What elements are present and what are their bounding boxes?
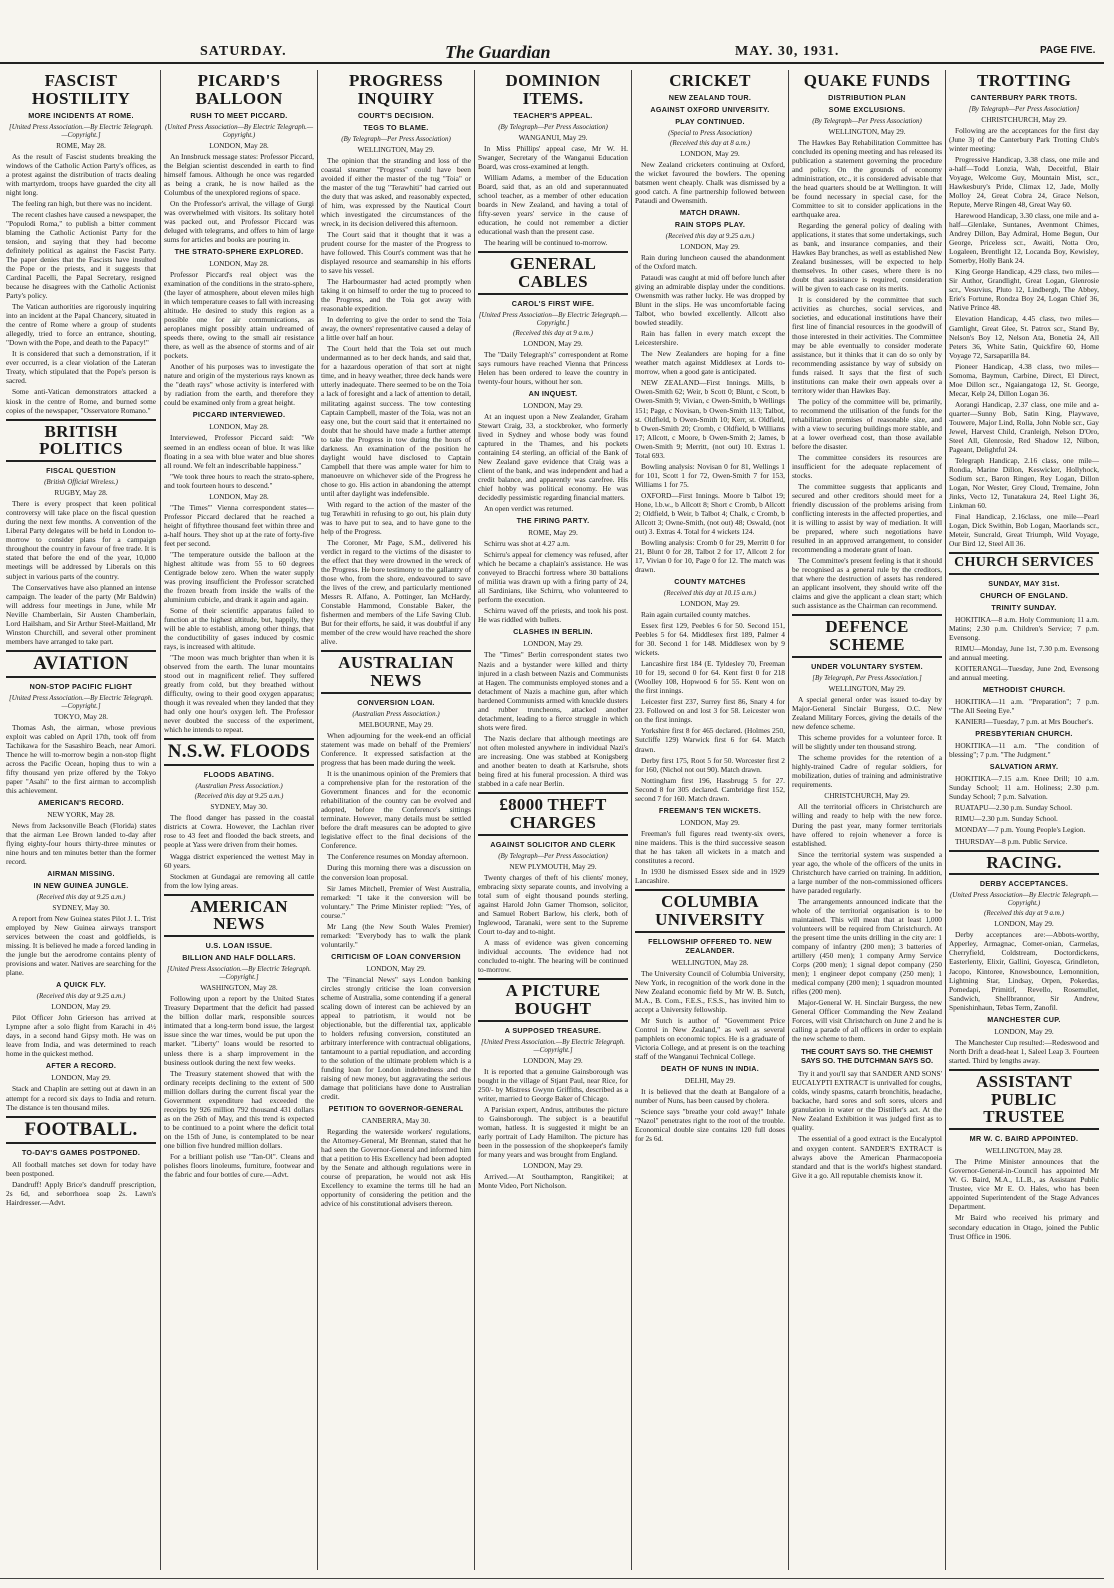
paragraph: The Prime Minister announces that the Governor-General-in-Council has appointed Mr W. G. Baird, M.A., LL.B., as Assistant Public Trustee, vice Mr E. O. Hales, who has been appointed Superintendent of the Stage Advances Department. (949, 1157, 1099, 1212)
subhead: AGAINST OXFORD UNIVERSITY. (650, 104, 770, 114)
paragraph: Twenty charges of theft of his clients' money, embracing sixty separate counts, and involving a total sum of eight thousand pounds sterling, against Harold John Gamer Thomson, solicitor, and Samuel Robert Barlow, his clerk, both of Inglewood, Taranaki, were sent to the Supreme Court to-day and to-night. (478, 872, 628, 936)
paragraph: Harewood Handicap, 3.30 class, one mile and a-half—Glenlake, Suntanes, Avenmont Chimes, Andrey Dillon, Bay Admiral, Home Begun, Our George, Priceless scr., Awaiti, Notta Oro, Logaleen, Brentlight 12, Locanda Boy, Kewisley, Somerby, Holly Bank 24. (949, 211, 1099, 266)
subhead: MORE INCIDENTS AT ROME. (28, 110, 134, 120)
headline-box (478, 978, 628, 1022)
paragraph: The Nazis declare that although meetings are not often molested anywhere in individual Nazi's are increasing. One was stabbed at Konigsberg and another beaten to death at Karlsruhe, shots being fired at his funeral procession. A third was stabbed in a cafe near Berlin. (478, 733, 628, 788)
dateline: LONDON, May 29. (523, 639, 583, 649)
subhead: UNDER VOLUNTARY SYSTEM. (811, 662, 923, 672)
credit-line: (United Press Association—By Electric Telegraph.—Copyright.) (949, 891, 1099, 908)
dateline: CHRISTCHURCH, May 29. (824, 791, 910, 801)
dateline: LONDON, May 28. (209, 422, 269, 432)
headline-box (6, 1116, 156, 1144)
paragraph: Pioneer Handicap, 4.38 class, two miles—Somoma, Baymun, Carbine, Direct, El Direct, Moe Dillon scr., Ngaiangatoga 12, St. George, Mecar, Kelp 24, Dillon Logan 36. (949, 361, 1099, 398)
subhead: DEATH OF NUNS IN INDIA. (660, 1063, 760, 1073)
paragraph: News from Jacksonville Beach (Florida) states that the airman Lee Brown landed to-day after flying eighty-four hours thirty-three minutes or nine hours and ten minutes better than the former record. (6, 820, 156, 867)
paragraph: The Harbourmaster had acted promptly when taking it on himself to order the tug to proceed to the Progress, and the Toia got away with reasonable expedition. (321, 277, 471, 314)
headline-british-politics: BRITISH POLITICS (39, 421, 123, 459)
paragraph: When adjourning for the week-end an official statement was made on behalf of the Premiers' Conference. It expressed satisfaction at the progress that has been made during the week. (321, 731, 471, 768)
dateline: NEW YORK, May 28. (47, 809, 115, 819)
paragraph: There is every prospect that keen political controversy will take place on the fiscal question during the next few months. A convention of the Liberal Party delegates will be held in London to-morrow to consider plans for a campaign throughout the country in favour of free trade. It is stated that before the end of the year, 10,000 meetings will be addressed by Liberals on this subject in various parts of the country. (6, 499, 156, 581)
subhead: COUNTY MATCHES (674, 577, 746, 587)
subhead: AMERICAN'S RECORD. (38, 797, 124, 807)
paragraph: The policy of the committee will be, primarily, to recommend the utilisation of the funds for the rehabilitation premises of reasonable size, and with a view to securing buildings more stable, and at a lower overhead cost, than those available before the disaster. (792, 396, 942, 451)
subhead: IN NEW GUINEA JUNGLE. (33, 881, 129, 891)
dateline: LONDON, May 29. (366, 963, 426, 973)
paragraph: Schirru waved off the priests, and took his post. He was riddled with bullets. (478, 606, 628, 625)
paragraph: "The moon was much brighter than when it is observed from the earth. The lunar mountains stood out in magnificent relief. They suffered greatly from cold, but they breathed without difficulty, owing to their good oxygen apparatus; though it was revealed when they landed that they had only one hour's oxygen left. The Professor never doubted the success of the experiment, which he intends to repeat. (164, 653, 314, 735)
paragraph: The recent clashes have caused a newspaper, the "Populodi Roma," to publish a bitter comment blaming the Catholic Actionist Party for the tension, and saying that they had become definitely political as against the Fascist Party. The paper denies that the Fascists have insulted the Pope or the priests, and it suggests that Cardinal Pacelli, the Papal Secretary, resigned because he disagrees with the Catholic Actionist Party's policy. (6, 209, 156, 301)
headline-box (478, 792, 628, 836)
dateline: CANBERRA, May 30. (361, 1116, 431, 1126)
paragraph: HOKITIKA—8 a.m. Holy Communion; 11 a.m. Matins; 2.30 p.m. Children's Service; 7 p.m. Evensong. (949, 614, 1099, 642)
masthead-day: SATURDAY. (200, 44, 287, 59)
column-5 (635, 66, 785, 1578)
dateline: TOKYO, May 28. (53, 711, 109, 721)
paragraph: William Adams, a member of the Education Board, said that, as an old and superannuated school teacher, as a member of other education boards in New Zealand, and having a total of fifty-seven years' service in the cause of education, he could not remember a dictier educational wash than the present case. (478, 172, 628, 236)
credit-line: (Received this day at 10.15 a.m.) (663, 589, 757, 598)
subhead: FREEMAN'S TEN WICKETS. (658, 805, 762, 815)
subhead: CLASHES IN BERLIN. (513, 627, 593, 637)
dateline: LONDON, May 29. (680, 242, 740, 251)
paragraph: Leicester first 237, Surrey first 86, Snary 4 for 23. Followed on and lost 3 for 58. Leicester won on the first innings. (635, 697, 785, 725)
headline-box (949, 850, 1099, 876)
paragraph: Arrived.—At Southampton, Rangitikei; at Monte Video, Port Nicholson. (478, 1171, 628, 1190)
paragraph: A special general order was issued to-day by Major-General Sinclair Burgess, O.C. New Zealand Military Forces, giving the details of the new defence scheme. (792, 695, 942, 732)
column-6 (792, 66, 942, 1578)
headline-box (6, 419, 156, 463)
dateline: LONDON, May 29. (523, 1160, 583, 1170)
paragraph: It is considered that such a demonstration, if it ever occurred, is a clear violation of the Lateran Treaty, which stipulated that the Pope's person is sacred. (6, 349, 156, 386)
credit-line: (Received this day at 8 a.m.) (670, 138, 750, 147)
paragraph: The committee suggests that applicants and secured and other creditors should meet for a friendly discussion of the problems arising from conflicting interests in the affected properties, and it is willing to assist by way of mediation. It will be prepared, where such negotiations have resulted in an approved arrangement, to consider recommending a moderate grant of loan. (792, 482, 942, 555)
subhead: FLOODS ABATING. (203, 770, 275, 780)
paragraph: Stockmen at Gundagai are removing all cattle from the low lying areas. (164, 871, 314, 890)
headline-columbia-university: COLUMBIA UNIVERSITY (655, 891, 765, 929)
masthead-page-number: PAGE FIVE. (1040, 45, 1096, 56)
paragraph: Professor Piccard's real object was the examination of the conditions in the strato-sphere, (the layer of atmosphere, about eleven miles high in which temperature ceases to fall with increasing altitude. He desired to study this region as a possible one for air communications, as aeroplanes might possibly attain undreamed of speeds there, owing to the small air resistance there, as well as the absence of storms and of air pockets. (164, 270, 314, 361)
dateline: WELLINGTON, May 29. (357, 144, 435, 154)
paragraph: KOITERANGI—Tuesday, June 2nd, Evensong and annual meeting. (949, 664, 1099, 683)
credit-line: [United Press Association.—By Electric Telegraph.—Copyright.] (8, 693, 153, 710)
paragraph: A report from New Guinea states Pilot J. L. Trist employed by New Guinea airways transport services between the coast and goldfields, is missing. It is believed he made a forced landing in the jungle but the aerodrome contains plenty of provisions and water. Natives are searching for the plane. (6, 914, 156, 978)
dateline: LONDON, May 29. (680, 817, 740, 827)
subhead: CANTERBURY PARK TROTS. (970, 92, 1078, 102)
paragraph: The Court held that the Toia set out much undermanned as to her deck hands, and said that, for a hazardous operation of that sort at night time, and in heavy weather, three deck hands were utterly inadequate. There seemed to be on the Toia a lack of foresight and a lack of attention to detail, militating against success. The tow contesting Captain Campbell, master of the Toia, was not an easy one, but the court said that it entertained no doubt that he should have made a further attempt to take the Progress in tow during the hours of darkness. An examination of the position he daylight would have disclosed to Captain Campbell that there was ample water for him to manoeuvre on whichever side of the Progress he chose to go. His action in abandoning the attempt until after daylight was indefensible. (321, 344, 471, 498)
dateline: LONDON, May 28. (209, 140, 269, 150)
paragraph: "The Times'" Vienna correspondent states—Professor Piccard declared that he reached a height of fiftythree thousand feet within three and a-half hours. They shot up at the rate of forty-five feet per second. (164, 502, 314, 548)
paragraph: "The temperature outside the balloon at the highest altitude was from 55 to 60 degrees Centigrade below zero. When the water supply was proving insufficient the Professor scratched the frozen breath from inside the walls of the aluminium cubicle, and drank it again and again. (164, 549, 314, 604)
paragraph: In Miss Phillips' appeal case, Mr W. H. Swanger, Secretary of the Wanganui Education Board, was cross-examined at length. (478, 143, 628, 171)
advertisement: Science says "breathe your cold away!" Inhale "Nazol" penetrates right to the root of the trouble. Economical double size contains 120 full doses for 2s 6d. (635, 1106, 785, 1144)
subhead: NEW ZEALAND TOUR. (668, 92, 752, 102)
paragraph: At an inquest upon a New Zealander, Graham Stewart Craig, 33, a stockbroker, who formerly lived in Sydney and whose body was found captured in the Thames, and his pockets containing £4 sterling, an official of the Bank of New Zealand gave evidence that Craig was a client of the bank, and was independent and had a credit balance, and apparently was carefree. His chief hobby was political economy. He was decidedly pessimistic regarding financial matters. (478, 411, 628, 503)
subhead: DISTRIBUTION PLAN (828, 92, 906, 102)
subhead: FISCAL QUESTION (46, 466, 116, 476)
headline-box (164, 738, 314, 766)
paragraph: Stack and Chaplin are setting out at dawn in an attempt for a record six days to India and return. The distance is ten thousand miles. (6, 1084, 156, 1112)
paragraph: The hearing will be continued to-morrow. (484, 238, 608, 247)
paragraph: Lancashire first 184 (E. Tyldesley 70, Freeman 10 for 19, second 0 for 64. Kent first 0 for 218 (Woolley 108, Hopwood 6 for 55. Kent won on the first innings. (635, 659, 785, 696)
paragraph: The "Times" Berlin correspondent states two Nazis and a bystander were killed and thirty injured in a clash between Nazis and Communists at Hagen. The communists employed stones and a detachment of Nazis a machine gun, after which hardened Communists armed with knuckle dusters and rubber truncheons, attacked another detachment, leading to a fierce struggle in which shots were fired. (478, 650, 628, 732)
credit-line: (Australian Press Association.) (195, 782, 283, 791)
paragraph: It is reported that a genuine Gainsborough was bought in the village of Stjant Paul, near Rice, for 250/- by Mistress Gwynn Griffiths, described as a writer, married to George Baker of Chicago. (478, 1066, 628, 1103)
subhead: MATCH DRAWN. (679, 208, 741, 217)
subhead: PLAY CONTINUED. (675, 116, 745, 126)
subhead: FELLOWSHIP OFFERED TO. NEW ZEALANDER. (648, 936, 772, 955)
paragraph: Rain has fallen in every match except the Leicestershire. (635, 329, 785, 348)
column-divider (160, 70, 161, 1570)
paragraph: This scheme provides for a volunteer force. It will be slightly under ten thousand strong. (792, 733, 942, 752)
dateline: NEW PLYMOUTH, May 29. (509, 861, 597, 871)
paragraph: The Hawkes Bay Rehabilitation Committee has concluded its opening meeting and has released its publication a statement governing the procedure and policy. On the grounds of economy administration, etc., it is considered advisable that the head quarters should be at Wellington. It will be found necessary in special case, for the Committee to sit to consider applications in the earthquake area. (792, 137, 942, 220)
paragraph: The University Council of Columbia University, New York, in recognition of the work done in the New Zealand economic field by Mr W. B. Sutch, M.A., B. Com., F.E.S., F.S.S., has invited him to accept a University fellowship. (635, 968, 785, 1014)
paragraph: RUATAPU—2.30 p.m. Sunday School. (955, 803, 1073, 813)
subhead: PICCARD INTERVIEWED. (192, 410, 286, 420)
paragraph: THURSDAY—8 p.m. Public Service. (955, 836, 1068, 846)
subhead: SALVATION ARMY. (989, 762, 1059, 772)
bottom-rule (0, 1578, 1104, 1579)
credit-line: [United Press Association—By Electric Telegraph.—Copyright.] (478, 310, 628, 327)
paragraph: Derby first 175, Root 5 for 50. Worcester first 2 for 160, (Nichol not out 90). Match drawn. (635, 755, 785, 774)
paragraph: Nottingham first 196, Hassbrugg 5 for 27. Second 8 for 305 declared. Cambridge first 152, second 7 for 160. Match drawn. (635, 775, 785, 803)
paragraph: Essex first 129, Peebles 6 for 50. Second 151, Peebles 5 for 64. Middlesex first 189, Palmer 4 for 30. Second 1 for 148. Middlesex won by 9 wickets. (635, 621, 785, 658)
paragraph: As the result of Fascist students breaking the windows of the Catholic Action Party's offices, as a protest against the distribution of tracts dealing with martyrdom, troops have guarded the city all night long. (6, 151, 156, 197)
dateline: LONDON, May 29. (994, 1026, 1054, 1036)
paragraph: Another of his purposes was to investigate the nature and origin of the mysterious rays known as the "death rays" whose activity is interfered with by radiation from the earth, and therefore they could be examined only from a great height. (164, 362, 314, 408)
paragraph: Rain again curtailed county matches. (641, 610, 751, 620)
headline-box (321, 650, 471, 694)
column-4 (478, 66, 628, 1578)
dateline: LONDON, May 29. (680, 148, 740, 158)
paragraph: Major-General W. H. Sinclair Burgess, the new General Officer Commanding the New Zealand Forces, will visit Christchurch on June 2 and he is calling a parade of all officers in order to explain the new scheme to them. (792, 998, 942, 1044)
subhead: A SUPPOSED TREASURE. (504, 1025, 602, 1035)
paragraph: All the territorial officers in Christchurch are willing and ready to help with the new force. During the past year, many former territorials have offered to rejoin whenever a force is established. (792, 802, 942, 848)
credit-line: (By Telegraph—Per Press Association) (498, 851, 608, 860)
subhead: TEACHER'S APPEAL. (513, 110, 593, 120)
paragraph: Final Handicap, 2.16class, one mile—Pearl Logan, Dick Swithin, Bob Logan, Maorlands scr., Meteir, Suncrald, Great Triumph, Wild Voyage, Our Bird 12, Steel All 36. (949, 512, 1099, 549)
paragraph: Telegraph Handicap, 2.16 class, one mile—Rondia, Marine Dillon, Keswicker, Hollyhock, Sodium scr., Baron Ringen, Rey Logan, Dillon Logan, Nor Wester, Grey Cloud, Tremaine, John Jinks, Vecto 12, Tunatakura 24, Reel Light 36, Linkman 60. (949, 455, 1099, 511)
dateline: SYDNEY, May 30. (210, 802, 268, 812)
paragraph: The flood danger has passed in the coastal districts at Cowra. However, the Lachlan river rose to 43 feet and flooded the back streets, and people at Yass were driven from their homes. (164, 813, 314, 850)
headline-racing: RACING. (986, 852, 1062, 872)
credit-line: (By Telegraph—Per Press Association) (498, 122, 608, 131)
paragraph: The committee considers its resources are insufficient for the adequate replacement of stocks. (792, 452, 942, 480)
paragraph: The feeling ran high, but there was no incident. (12, 198, 152, 208)
paragraph: Since the territorial system was suspended a year ago, the whole of the officers of the units in Christchurch have carried on training. In addition, a large number of the non-commissioned officers have paraded regularly. (792, 849, 942, 895)
paragraph: Progressive Handicap, 3.38 class, one mile and a-half—Todd Lonzia, Wah, Deceitful, Blair Voyage, Welcome Guy, Mountain Mist, scr., Hawkesbury's Pride, Climax 12, Jade, Molly Molloy 24, Great Cobra 24, Grace Nelson, Repute, Merve Ringen 48, Great Way 60. (949, 154, 1099, 210)
paragraph: It is believed that the death at Bangalore of a number of Nuns, has been caused by cholera. (635, 1086, 785, 1105)
scorecard: Bowling analysis: Novisan 0 for 81, Wellings 1 for 101, Scott 1 for 72, Owen-Smith 7 for 153, Williams 1 for 75. (635, 461, 785, 489)
headline-trotting: TROTTING (976, 71, 1072, 90)
advertisement: Try it and you'll say that SANDER AND SONS' EUCALYPTI EXTRACT is unrivalled for coughs, colds, windy spasms, catarrh bronchitis, headache, backache, hard sores and soft sores, ulcers and granulation in water or the Distiller's act. At the New Zealand Exhibition it was judged first as to quality. (792, 1069, 942, 1133)
credit-line: (Received this day at 9.25 a.m.) (36, 893, 126, 902)
subhead: AGAINST SOLICITOR AND CLERK (490, 839, 616, 849)
subhead: AFTER A RECORD. (45, 1061, 117, 1071)
paragraph: Wagga district experienced the wettest May in 60 years. (164, 851, 314, 870)
dateline: WASHINGTON, May 28. (200, 983, 278, 993)
column-divider (788, 70, 789, 1570)
paragraph: Interviewed, Professor Piccard said: "We seemed in an endless ocean of blue. It was like floating in a sea with blue water and blue shores all round. We felt an indescribable happiness." (164, 433, 314, 470)
paragraph: Schirru was shot at 4.27 a.m. (484, 539, 570, 549)
dateline: WELLINGTON, May 29. (828, 126, 906, 136)
paragraph: New Zealand cricketers continuing at Oxford, the wicket favoured the bowlers. The opening batsmen went cheaply. Chalk was dismissed by a good catch. A fine partnership followed between Pataudi and Owensmith. (635, 159, 785, 205)
headline-church-services: CHURCH SERVICES (954, 555, 1094, 571)
credit-line: (Received this day at 9 a.m.) (513, 328, 593, 337)
column-1 (6, 66, 156, 1578)
subhead: RAIN STOPS PLAY. (674, 220, 746, 229)
paragraph: During this morning there was a discussion on the conversion loan proposal. (321, 863, 471, 882)
paragraph: Freeman's full figures read twenty-six overs, nine maidens. This is the third successive season that he has taken all wickets in a match and constitutes a record. (635, 828, 785, 865)
column-3 (321, 66, 471, 1578)
credit-line: (Received this day at 9.25 a.m.) (194, 792, 284, 801)
credit-line: [United Press Association.—By Electric Telegraph.—Copyright.] (480, 1037, 625, 1054)
subhead: U.S. LOAN ISSUE. (205, 941, 273, 951)
dateline: DELHI, May 29. (684, 1075, 736, 1085)
paragraph: Rain during luncheon caused the abandonment of the Oxford match. (635, 253, 785, 272)
paragraph: The scheme provides for the retention of a highly-trained Cadre of regular soldiers, for mobilization, duties of training and administrative requirements. (792, 753, 942, 790)
paragraph: In deferring to give the order to send the Toia away, the owners' representative caused a delay of a little over half an hour. (321, 315, 471, 343)
headline-theft-charges: £8000 THEFT CHARGES (499, 794, 607, 832)
column-divider (317, 70, 318, 1570)
credit-line: (Received this day at 9 a.m.) (984, 909, 1064, 918)
dateline: ROME, May 28. (56, 140, 106, 150)
paragraph: Pilot Officer John Grierson has arrived at Lympne after a solo flight from Karachi in 4½ days, in a second hand Gipsy moth. He was on leave from India, and was determined to reach home in the quickest method. (6, 1013, 156, 1059)
credit-line: (Special to Press Association) (668, 128, 752, 137)
paragraph: The Court said that it thought that it was a prudent course for the master of the Progress to have followed. This Court's comment was that he displayed resource and seamanship in his efforts to save his vessel. (321, 229, 471, 276)
dateline: LONDON, May 29. (680, 599, 740, 609)
dateline: ROME, May 29. (528, 528, 578, 538)
dateline: LONDON, May 29. (51, 1002, 111, 1012)
masthead-rule (0, 62, 1104, 64)
paragraph: A Parisian expert, Andrus, attributes the picture to Gainsborough. The subject is a beautiful woman, hatless. It is suggested it might be an early portrait of Lady Hamilton. The picture has been in the possession of the shopkeeper's family for many years and was brought from England. (478, 1104, 628, 1159)
paragraph: The Conservatives have also planned an intense campaign. The leader of the party (Mr Baldwin) will address four meetings in June, while Mr Neville Chamberlain, Sir Austen Chamberlain, Lord Hailsham, and Sir Arthur Steel-Maitland, Mr Winston Churchill, and several other prominent members have arranged to take part. (6, 582, 156, 646)
dateline: LONDON, May 29. (523, 1055, 583, 1065)
paragraph: Mr Baird who received his primary and secondary education in Otago, joined the Public Trust Office in 1906. (949, 1213, 1099, 1241)
paragraph: Following are the acceptances for the first day (June 3) of the Canterbury Park Trotting Club's winter meeting: (949, 125, 1099, 153)
paragraph: The opinion that the stranding and loss of the coastal steamer "Progress" could have been avoided if either the master of the tug "Toia" or the master of the tug "Terawhiti" had carried out the duty that was asked, and reasonably expected, of him, was expressed by the Nautical Court which investigated the circumstances of the wreck, in its decision delivered this afternoon. (321, 155, 471, 228)
headline-general-cables: GENERAL CABLES (509, 254, 597, 291)
paragraph: RIMU—2.30 p.m. Sunday School. (955, 814, 1058, 824)
subhead: PETITION TO GOVERNOR-GENERAL (328, 1104, 464, 1114)
subhead: SUNDAY, MAY 31st. (988, 578, 1060, 588)
paragraph: RIMU—Monday, June 1st, 7.30 p.m. Evensong and annual meeting. (949, 644, 1099, 663)
headline-assistant-public-trustee: ASSISTANT PUBLIC TRUSTEE (976, 1071, 1072, 1127)
subhead: SOME EXCLUSIONS. (828, 104, 906, 114)
subhead: AIRMAN MISSING. (47, 869, 115, 879)
headline-box (164, 894, 314, 938)
paragraph: A mass of evidence was given concerning individual accounts. The evidence had not concluded to-night. The hearing will be continued to-morrow. (478, 937, 628, 974)
subhead: CHURCH OF ENGLAND. (979, 590, 1069, 600)
subhead: AN INQUEST. (528, 388, 578, 398)
subhead: TEGS TO BLAME. (363, 122, 429, 132)
dateline: LONDON, May 29. (994, 919, 1054, 929)
paragraph: The Coroner, Mr Page, S.M., delivered his verdict in regard to the victims of the disaster to the effect that they were drowned in the wreck of the Progress. He bore testimony to the gallantry of those who, from the shore, endeavoured to save the lives of the crew, and particularly mentioned Messrs R. Alfano, A. Pottinger, Ian McHardy, Constable Hammond, Constable Baker, the fishermen and members of the Life Saving Club. But for their efforts, he said, it was doubtful if any member of the crew would have reached the shore alive. (321, 537, 471, 647)
headline-football: FOOTBALL. (24, 1118, 138, 1140)
headline-nsw-floods: N.S.W. FLOODS (167, 741, 311, 763)
paragraph: "We took three hours to reach the strato-sphere, and took fourteen hours to descend." (164, 471, 314, 490)
paragraph: An Innsbruck message states: Professor Piccard, the Belgian scientist descended in earth to find himself famous. Although he once was regarded as being a crank, he is now hailed as the Columbus of the unexplored regions of space. (164, 151, 314, 197)
credit-line: (By Telegraph—Per Press Association) (341, 134, 451, 143)
paragraph: In 1930 he dismissed Essex side and in 1929 Lancashire. (635, 866, 785, 885)
subhead: TO-DAY'S GAMES POSTPONED. (21, 1147, 141, 1157)
subhead: MR W. C. BAIRD APPOINTED. (969, 1134, 1079, 1144)
paragraph: King George Handicap, 4.29 class, two miles—Sir Author, Grandlight, Great Logan, Glenrosie scr., Vesuvius, Pluto 12, Lindbergh, The Abbey, Erie's Fortune, Rondza Boy 24, Logan Chief 36, Native Prince 48. (949, 267, 1099, 313)
headline-box (949, 1069, 1099, 1131)
paragraph: The "Financial News" says London banking circles strongly criticise the loan conversion scheme of Australia, some contending if a general scaling down of interest can be achieved by an appeal to patriotism, it would not be objectionable, but the differential tax, applicable to holders refusing conversion, constituted an arbitrary interference with contractual obligations, tantamount to a partial repudiation, and according to the solution of the ultimate problem which is a funding loan for London indebtedness and the raising of new money, but aggravating the serious damage that politicians have done to Australian credit. (321, 974, 471, 1102)
paragraph: An open verdict was returned. (484, 504, 574, 514)
paragraph: Regarding the waterside workers' regulations, the Attorney-General, Mr Brennan, stated that he had seen the Governor-General and informed him that a petition to His Excellency had been adopted by the Senate and although regulations were in course of preparation, he would not ask His Excellency to examine the terms till he had an opportunity of considering the petition and the advice of his constitutional advisers thereon. (321, 1127, 471, 1209)
subhead: A QUICK FLY. (56, 980, 106, 990)
dateline: LONDON, May 28. (209, 259, 269, 268)
paragraph: The New Zealanders are hoping for a fine weather match against Middlesex at Lords to-morrow, when a good gate is anticipated. (635, 349, 785, 377)
column-2 (164, 66, 314, 1578)
credit-line: (Received this day at 9.25 a.m.) (665, 232, 755, 240)
dateline: WELLINGTON, May 29. (828, 684, 906, 694)
subhead: NON-STOP PACIFIC FLIGHT (29, 681, 133, 691)
paragraph: On the Professor's arrival, the village of Gurgi was overwhelmed with visitors. Its solitary hotel was packed out, and Professor Piccard was deluged with telegrams, and offers to him of large sums for articles and books are pouring in. (164, 198, 314, 244)
masthead (0, 0, 1114, 62)
paragraph: The "Daily Telegraph's" correspondent at Rome says rumours have reached Vienna that Princess Helen has been ordered to leave the country in twenty-four hours, without her son. (478, 349, 628, 386)
credit-line: [United Press Association.—By Electric Telegraph.—Copyright.] (166, 965, 311, 982)
paragraph: The Vatican authorities are rigorously inquiring into an incident at the Papal Chancery, situated in the centre of Rome where a group of students allegedly, tried to force an entrance, shouting, "Down with the Pope, and death to the Papacy!" (6, 302, 156, 348)
paragraph: It is the unanimous opinion of the Premiers that a comprehensive plan for the restoration of the Government finances and for the economic rehabilitation of the country can be evolved and adopted, before the Conference's sittings terminate. However, many details must be settled before the draft measures can be adopted to give legislative effect to the final decisions of the Conference. (321, 769, 471, 851)
subhead: RUSH TO MEET PICCARD. (190, 110, 288, 120)
headline-picards-balloon: PICARD'S BALLOON (195, 71, 283, 108)
subhead: TRINITY SUNDAY. (991, 602, 1057, 612)
column-divider (945, 70, 946, 1570)
headline-aviation: AVIATION (33, 652, 129, 674)
credit-line: (By Telegraph—Per Press Association) (812, 116, 922, 125)
subhead: BILLION AND HALF DOLLARS. (182, 953, 296, 963)
dateline: WELLINGTON, May 28. (671, 957, 749, 967)
dateline: WANGANUI, May 29. (518, 132, 588, 142)
column-divider (631, 70, 632, 1570)
headline-box (792, 614, 942, 658)
credit-line: (Received this day at 9.25 a.m.) (36, 992, 126, 1001)
dateline: MELBOURNE, May 29. (358, 720, 434, 730)
dateline: SYDNEY, May 30. (52, 903, 110, 913)
paragraph: Following upon a report by the United States Treasury Department that the deficit had passed the billion dollar mark, responsible sources intimated that a long-term bond issue, the largest issue since the war times, would be put upon the market. "Liberty" loans would be resorted to unless there is a sharp improvement in the business outlook during the next few weeks. (164, 994, 314, 1067)
subhead: CONVERSION LOAN. (357, 698, 435, 708)
paragraph: Mr Sutch is author of "Government Price Control in New Zealand," as well as several pamphlets on economic topics. He is a graduate of Victoria College, and at present is on the teaching staff of the Wanganui Technical College. (635, 1015, 785, 1061)
paragraph: Regarding the general policy of dealing with applications, it states that some undertakings, such as bank, and insurance companies, and their Hawkes Bay branches, as well as established New Zealand businesses, will be expected to help themselves. In other cases, where there is no doubt that assistance is required, consideration will be given to each case on its merits. (792, 221, 942, 294)
subhead: PRESBYTERIAN CHURCH. (975, 729, 1073, 739)
headline-cricket: CRICKET (669, 71, 751, 90)
masthead-date: MAY. 30, 1931. (735, 44, 840, 59)
headline-fascist-hostility: FASCIST HOSTILITY (31, 71, 131, 108)
dateline: LONDON, May 29. (523, 338, 583, 348)
headline-box (478, 251, 628, 295)
advertisement: The essential of a good extract is the Eucalyptol and oxygen content. SANDER'S EXTRACT is always above the American Pharmacopoeia standard and that is the world's highest standard. Give it a go. All reputable chemists know it. (792, 1134, 942, 1180)
dateline: LONDON, May 28. (209, 491, 269, 501)
paragraph: Elevation Handicap, 4.45 class, two miles—Gamlight, Great Glee, St. Patrox scr., Stand By, Nelson's Boy 12, Nelson Ata, Bonetia 24, All Peters 36, White Satin, Quickfire 60, Home Voyage 72, Sarsaparilla 84. (949, 314, 1099, 360)
credit-line: [United Press Association.—By Electric Telegraph.—Copyright.] (8, 122, 153, 139)
headline-picture-bought: A PICTURE BOUGHT (505, 980, 601, 1018)
dateline: LONDON, May 29. (523, 400, 583, 410)
scorecard: OXFORD—First Innings. Moore b Talbot 19; Hone, l.b.w., b Allcott 8; Short c Cromb, b Allcott 2; Oldfield, b Weir, b Talbot 4; Chalk, c Cromb, b Allcott 3; Owne-Smith, (not out) 48; Oswald, (not out) 3. Extras 4. Total for 4 wickets 124. (635, 490, 785, 536)
paragraph: The Committee's present feeling is that it should be recognised as a general rule by the creditors, that where the destruction of assets has rendered an applicant insolvent, they should write off the claims and give the applicant a clean start; which such assistance as the Chairman can recommend. (792, 556, 942, 611)
paragraph: With regard to the action of the master of the tug Terawhiti in refusing to go out, his plain duty was to have put to sea, and to have gone to the help of the Progress. (321, 499, 471, 536)
headline-quake-funds: QUAKE FUNDS (803, 71, 931, 90)
paragraph: All football matches set down for today have been postponed. (6, 1159, 156, 1178)
subhead: CRITICISM OF LOAN CONVERSION (331, 951, 461, 961)
scorecard: Bowling analysis: Cromb 0 for 29, Merritt 0 for 21, Blunt 0 for 28, Talbot 2 for 17, Allcott 2 for 17, Vivian 0 for 10, Page 0 for 12. The match was drawn. (635, 537, 785, 575)
credit-line: [By Telegraph, Per Press Association.] (812, 674, 922, 683)
paragraph: Pataudi was caught at mid off before lunch after giving an admirable display under the conditions. Owensmith was rather lucky. He was dropped by Blunt in the slips. He was uncomfortable facing Talbot, who bowled excellently. Allcott also bowled steadily. (635, 273, 785, 328)
headline-box (949, 552, 1099, 575)
scorecard: NEW ZEALAND—First Innings. Mills, b Owen-Smith 62; Weir, b Scott 0; Blunt, c Scott, b Owen-Smith 9; Vivian, c Owen-Smith, b Wellings 151; Page, c Novisan, b Owen-Smith 113; Talbot, st. Oldfield, b Owen-Smith 10; Kerr, st. Oldfield, b Owen-Smith 20; Cromb, c Oldfield, b Williams 17; Allcott, c Moore, b Owen-Smith 2; James, b Owen-Smith 9; Merritt, (not out) 10. Extras 1. Total 693. (635, 378, 785, 460)
paragraph: The arrangements announced indicate that the whole of the territorial organisation is to be maintained. This will mean that at least 1,000 volunteers will be required from Christchurch. At the present time the units drilling in the city are: 1 company of infantry (200 men); 3 batteries of artillery (450 men); 1 company Army Service Corps (200 men); 1 signal depot company (250 men); 1 engineer depot company (250 men); 1 medical company (200 men); 1 squadron mounted rifles (200 men). (792, 896, 942, 997)
paragraph: Sir James Mitchell, Premier of West Australia, remarked: "I take it the conversion will be voluntary." The Prime Minister replied: "Yes, of course." (321, 883, 471, 920)
subhead: COURT'S DECISION. (358, 110, 434, 120)
paragraph: The Conference resumes on Monday afternoon. (327, 852, 469, 862)
dateline: CHRISTCHURCH, May 29. (981, 114, 1067, 124)
headline-dominion-items: DOMINION ITEMS. (505, 71, 601, 108)
subhead: THE FIRING PARTY. (516, 516, 590, 526)
headline-american-news: AMERICAN NEWS (190, 896, 288, 934)
headline-progress-inquiry: PROGRESS INQUIRY (348, 71, 444, 108)
paragraph: KANIERI—Tuesday, 7 p.m. at Mrs Boucher's. (955, 717, 1094, 727)
headline-defence-scheme: DEFENCE SCHEME (825, 617, 909, 655)
headline-australian-news: AUSTRALIAN NEWS (338, 653, 454, 691)
credit-line: (United Press Association—By Electric Telegraph.—Copyright.) (164, 122, 314, 139)
subhead: THE STRATO-SPHERE EXPLORED. (174, 247, 304, 256)
credit-line: (British Official Wireless.) (44, 478, 118, 487)
subhead: METHODIST CHURCH. (982, 685, 1066, 695)
subhead: DERBY ACCEPTANCES. (979, 879, 1069, 889)
paragraph: It is considered by the committee that such activities as churches, social services, and societies, and educational institutions have their first line of financial resources in the goodwill of those interested in their activities. The Committee may be able eventually to consider moderate assistance, but it thinks that it can do so only by recommending assistance by way of subsidy on funds raised. It says that the first of such institutions can make their own appeals over a territory wider than Hawkes Bay. (792, 295, 942, 395)
paragraph: HOKITIKA—11 a.m. "Preparation"; 7 p.m. "The All Seeing Eye." (949, 697, 1099, 716)
subhead: CAROL'S FIRST WIFE. (511, 298, 595, 308)
dateline: LONDON, May 29. (51, 1073, 111, 1083)
paragraph: The Manchester Cup resulted:—Redeswood and North Drift a dead-heat 1, Saleel Leap 3. Fourteen started. Third by lengths away. (949, 1037, 1099, 1065)
advertisement: For a brilliant polish use "Tan-Ol". Cleans and polishes floors linoleums, furniture, footwear and the fabric and four bottles of cure.—Advt. (164, 1151, 314, 1179)
credit-line: [By Telegraph—Per Press Association] (968, 104, 1080, 113)
paragraph: HOKITIKA—11 a.m. "The condition of blessing"; 7 p.m. "The Judgment." (949, 741, 1099, 760)
dateline: RUGBY, May 28. (54, 488, 108, 498)
paragraph: The Treasury statement showed that with the ordinary receipts declining to the extent of 500 million dollars during the current fiscal year the Government expenditure had exceeded the receipts by 926 million 792 thousand 431 dollars as on the 26th of May, and this trend is expected to be continued to a point where the deficit total on the 15th of June, is contemplated to be near one billion five hundred million dollars. (164, 1068, 314, 1150)
headline-box (6, 650, 156, 678)
subhead: MANCHESTER CUP. (987, 1014, 1061, 1024)
column-7 (949, 66, 1099, 1578)
credit-line: (Australian Press Association.) (352, 710, 440, 719)
advertisement-heading: THE COURT SAYS SO. THE CHEMIST SAYS SO. THE DUTCHMAN SAYS SO. (800, 1047, 934, 1066)
paragraph: Mr Lang (the New South Wales Premier) remarked: "Everybody has to walk the plank voluntarily." (321, 921, 471, 949)
masthead-title: The Guardian (445, 42, 551, 62)
headline-box (635, 889, 785, 933)
advertisement: Dandruff! Apply Brice's dandruff prescription, 2s 6d, and seborrhoea soap 2s. Lawn's Hairdresser.—Advt. (6, 1179, 156, 1207)
paragraph: Aorangi Handicap, 2.37 class, one mile and a-quarter—Sunny Bob, Satin King, Playwave, Touwere, Major Lind, Rolla, John Noble scr., Gay Jewel, Harvest Child, Cranleigh, Nelson D'Oro, Steel All, Glenrosie, Red Shadow 12, Nilbon, Pageant, Delightful 24. (949, 399, 1099, 454)
paragraph: Thomas Ash, the airman, whose previous exploit was cabled on April 17th, took off from Tachikawa for the Sasashiro Beach, near Amori. Thence he will to-morrow begin a non-stop flight across the Pacific Ocean, hoping thus to win a fifty thousand yen prize offered by the Tokyo paper "Asahi" to the first airman to accomplish this achievement. (6, 722, 156, 795)
paragraph: Schirru's appeal for clemency was refused, after which he became a chaplain's assistance. He was conveyed to Bracchi fortress where 30 battalions of militia was drawn up with a firing party of 24, all Sardinians, like Schirru, who volunteered to perform the execution. (478, 550, 628, 605)
paragraph: Some anti-Vatican demonstrators attacked a kiosk in the centre of Rome, and burned some copies of the newspaper, "Osservatore Romano." (6, 387, 156, 415)
paragraph: HOKITIKA—7.15 a.m. Knee Drill; 10 a.m. Sunday School; 11 a.m. Holiness; 2.30 p.m. Sunday School; 7 p.m. Salvation. (949, 774, 1099, 802)
paragraph: Derby acceptances are:—Abbots-worthy, Apperley, Armagnac, Comer-onian, Carmelas, Cherryfield, Coldstream, Doctordickens, Easterlenty, Elixir, Gallini, Goyesca, Grindleton, Jacopo, Kintoree, Knowsbounce, Lemonnition, Lightning Star, Lindsay, Orpen, Pokerdas, Pomedapi, Primitif, Revello, Rosemullet, Sandwich, Shellbrannor, Sir Andrew, Spenishinhaun, Tebas Term, Zanofil. (949, 930, 1099, 1012)
dateline: WELLINGTON, May 28. (985, 1146, 1063, 1156)
column-divider (474, 70, 475, 1570)
paragraph: Some of their scientific apparatus failed to function at the highest altitude, but, happily, they will be able to establish, among other things, that the conductibility of gases induced by cosmic rays, is increased with altitude. (164, 606, 314, 652)
paragraph: MONDAY—7 p.m. Young People's Legion. (955, 825, 1086, 835)
paragraph: Yorkshire first 8 for 465 declared. (Holmes 250, Sutcliffe 129) Warwick first 6 for 64. Match drawn. (635, 726, 785, 754)
